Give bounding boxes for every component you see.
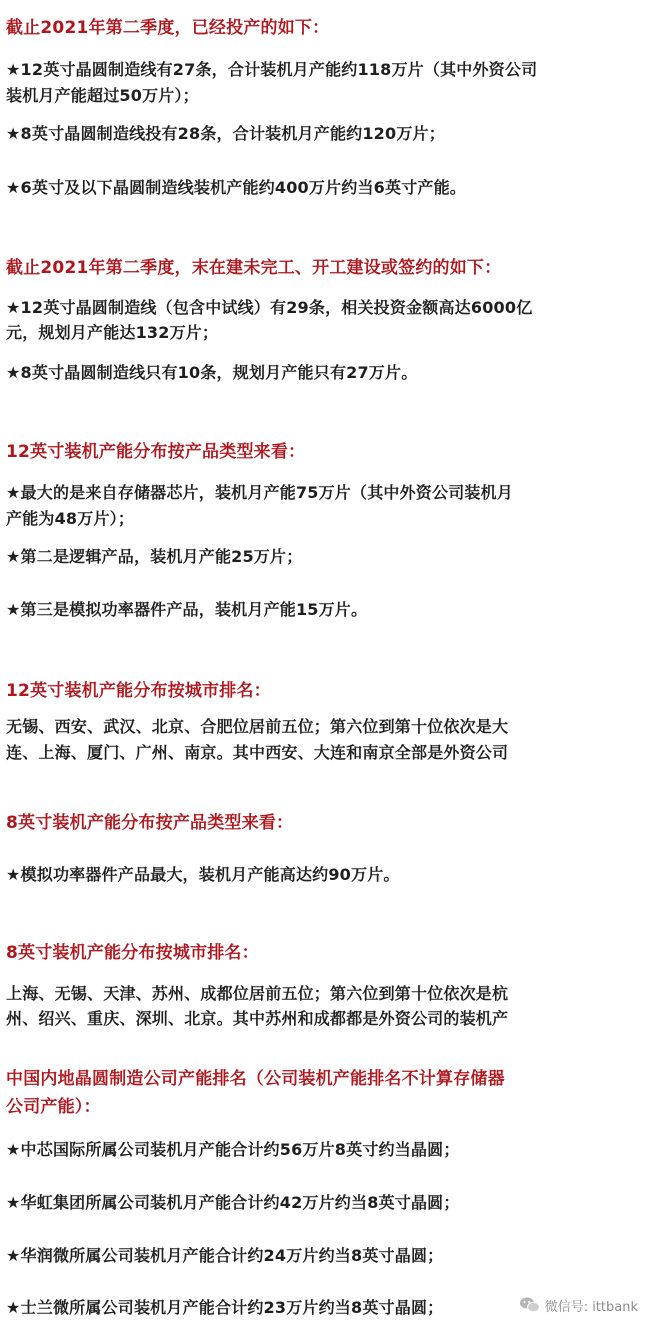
body-line: ★6英寸及以下晶圆制造线装机产能约400万片约当6英寸产能。 xyxy=(6,178,467,197)
section-heading: 公司产能）： xyxy=(6,1097,101,1117)
wechat-watermark xyxy=(519,1293,638,1317)
body-line: ★12英寸晶圆制造线有27条，合计装机月产能约118万片（其中外资公司 xyxy=(6,60,538,79)
body-line: ★中芯国际所属公司装机月产能合计约56万片8英寸约当晶圆； xyxy=(6,1140,460,1159)
body-line: 产能为48万片）； xyxy=(6,509,135,528)
body-line: ★士兰微所属公司装机月产能合计约23万片约当8英寸晶圆； xyxy=(6,1298,444,1317)
body-line: ★模拟功率器件产品最大，装机月产能高达约90万片。 xyxy=(6,865,400,884)
section-heading: 8英寸装机产能分布按产品类型来看： xyxy=(6,813,294,833)
body-line: ★最大的是来自存储器芯片，装机月产能75万片（其中外资公司装机月 xyxy=(6,483,514,502)
section-heading: 截止2021年第二季度，末在建未完工、开工建设或签约的如下： xyxy=(6,258,502,278)
section-heading: 12英寸装机产能分布按产品类型来看： xyxy=(6,442,306,462)
body-line: 无锡、西安、武汉、北京、合肥位居前五位；第六位到第十位依次是大 xyxy=(6,717,509,736)
body-line: ★第三是模拟功率器件产品，装机月产能15万片。 xyxy=(6,600,368,619)
section-heading: 截止2021年第二季度，已经投产的如下： xyxy=(6,18,330,38)
watermark-text: 微信号: ittbank xyxy=(544,1299,638,1315)
body-line: ★华虹集团所属公司装机月产能合计约42万片约当8英寸晶圆； xyxy=(6,1193,460,1212)
body-line: 连、上海、厦门、广州、南京。其中西安、大连和南京全部是外资公司 xyxy=(6,743,509,762)
body-line: 装机月产能超过50万片）； xyxy=(6,86,199,105)
body-line: ★华润微所属公司装机月产能合计约24万片约当8英寸晶圆； xyxy=(6,1246,444,1265)
wechat-icon xyxy=(519,1296,541,1314)
body-line: 上海、无锡、天津、苏州、成都位居前五位；第六位到第十位依次是杭 xyxy=(6,984,509,1003)
body-line: ★第二是逻辑产品，装机月产能25万片； xyxy=(6,547,303,566)
body-line: 元，规划月产能达132万片； xyxy=(6,323,219,342)
body-line: 州、绍兴、重庆、深圳、北京。其中苏州和成都都是外资公司的装机产 xyxy=(6,1009,509,1028)
section-heading: 中国内地晶圆制造公司产能排名（公司装机产能排名不计算存储器 xyxy=(6,1069,505,1089)
body-line: ★8英寸晶圆制造线投有28条，合计装机月产能约120万片； xyxy=(6,124,445,143)
section-heading: 8英寸装机产能分布按城市排名： xyxy=(6,943,259,963)
body-line: ★12英寸晶圆制造线（包含中试线）有29条，相关投资金额高达6000亿 xyxy=(6,298,533,317)
body-line: ★8英寸晶圆制造线只有10条，规划月产能只有27万片。 xyxy=(6,363,418,382)
section-heading: 12英寸装机产能分布按城市排名： xyxy=(6,681,271,701)
